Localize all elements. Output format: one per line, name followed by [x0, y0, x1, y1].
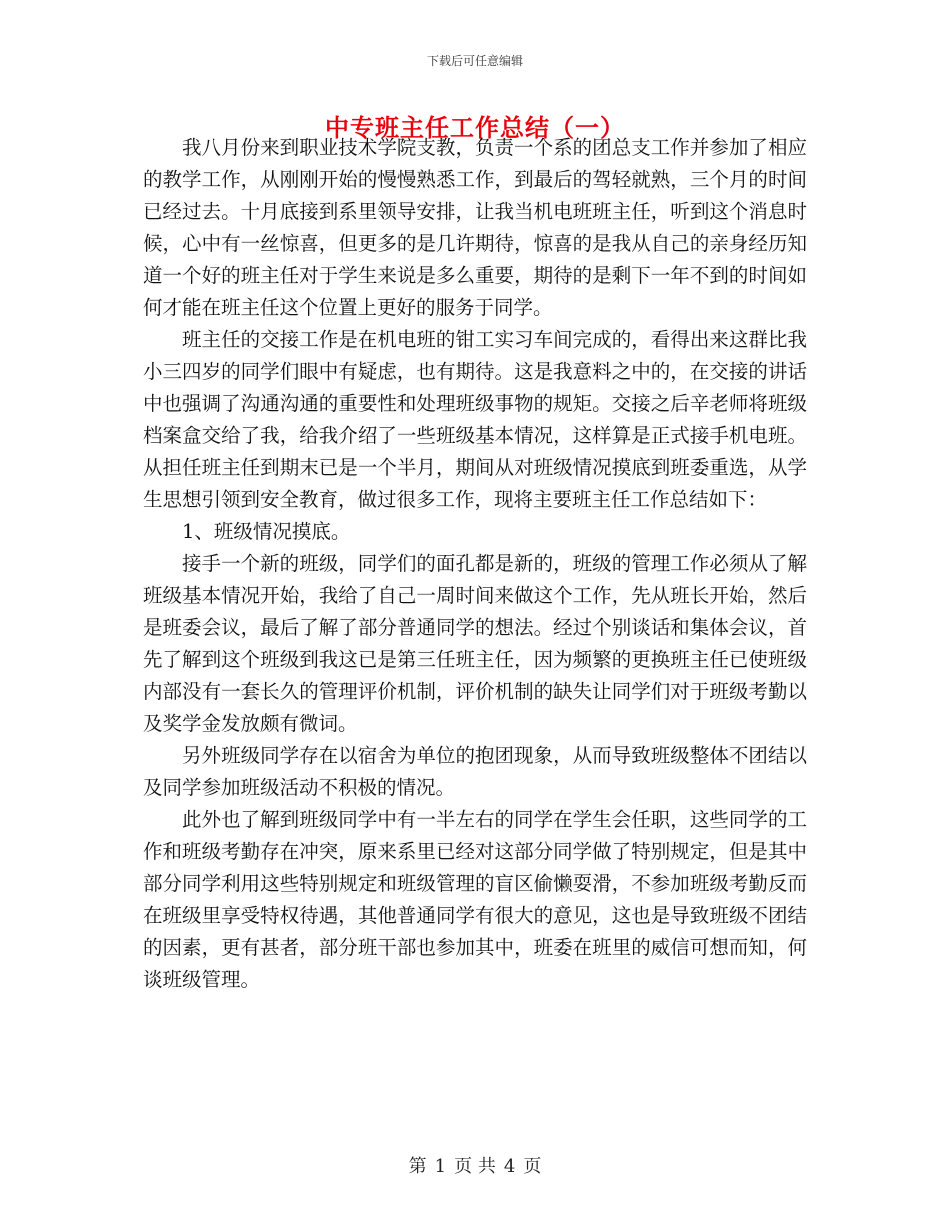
paragraph-3: 接手一个新的班级，同学们的面孔都是新的，班级的管理工作必须从了解班级基本情况开始，我给了自己一周时间来做这个工作，先从班长开始，然后是班委会议，最后了解了部分普通同学的想法。经过个别谈话和集体会议，首先了解到这个班级到我这已是第三任班主任，因为频繁的更换班主任已使班级内部没有一套长久的管理评价机制，评价机制的缺失让同学们对于班级考勤以及奖学金发放颇有微词。: [143, 552, 807, 735]
paragraph-1: 我八月份来到职业技术学院支教，负责一个系的团总支工作并参加了相应的教学工作，从刚刚开始的慢慢熟悉工作，到最后的驾轻就熟，三个月的时间已经过去。十月底接到系里领导安排，让我当机电班班主任，听到这个消息时候，心中有一丝惊喜，但更多的是几许期待，惊喜的是我从自己的亲身经历知道一个好的班主任对于学生来说是多么重要，期待的是剩下一年不到的时间如何才能在班主任这个位置上更好的服务于同学。: [143, 136, 807, 319]
paragraph-2: 班主任的交接工作是在机电班的钳工实习车间完成的，看得出来这群比我小三四岁的同学们眼中有疑虑，也有期待。这是我意料之中的，在交接的讲话中也强调了沟通沟通的重要性和处理班级事物的规矩。交接之后辛老师将班级档案盒交给了我，给我介绍了一些班级基本情况，这样算是正式接手机电班。从担任班主任到期末已是一个半月，期间从对班级情况摸底到班委重选，从学生思想引领到安全教育，做过很多工作，现将主要班主任工作总结如下：: [143, 328, 807, 511]
paragraph-4: 另外班级同学存在以宿舍为单位的抱团现象，从而导致班级整体不团结以及同学参加班级活动不积极的情况。: [143, 744, 807, 799]
paragraph-5: 此外也了解到班级同学中有一半左右的同学在学生会任职，这些同学的工作和班级考勤存在冲突，原来系里已经对这部分同学做了特别规定，但是其中部分同学利用这些特别规定和班级管理的盲区偷懒耍滑，不参加班级考勤反而在班级里享受特权待遇，其他普通同学有很大的意见，这也是导致班级不团结的因素，更有甚者，部分班干部也参加其中，班委在班里的威信可想而知，何谈班级管理。: [143, 808, 807, 991]
document-title: 中专班主任工作总结（一）: [325, 113, 625, 142]
footer-middle: 页 共: [454, 1156, 496, 1177]
footer-total-pages: 4: [503, 1156, 516, 1177]
section-heading-1: 1、班级情况摸底。: [182, 520, 351, 543]
document-body: [143, 132, 807, 996]
footer-prefix: 第: [408, 1156, 427, 1177]
page-footer: [0, 1152, 950, 1178]
header-note: 下载后可任意编辑: [426, 54, 523, 68]
footer-suffix: 页: [523, 1156, 542, 1177]
footer-current-page: 1: [434, 1156, 447, 1177]
